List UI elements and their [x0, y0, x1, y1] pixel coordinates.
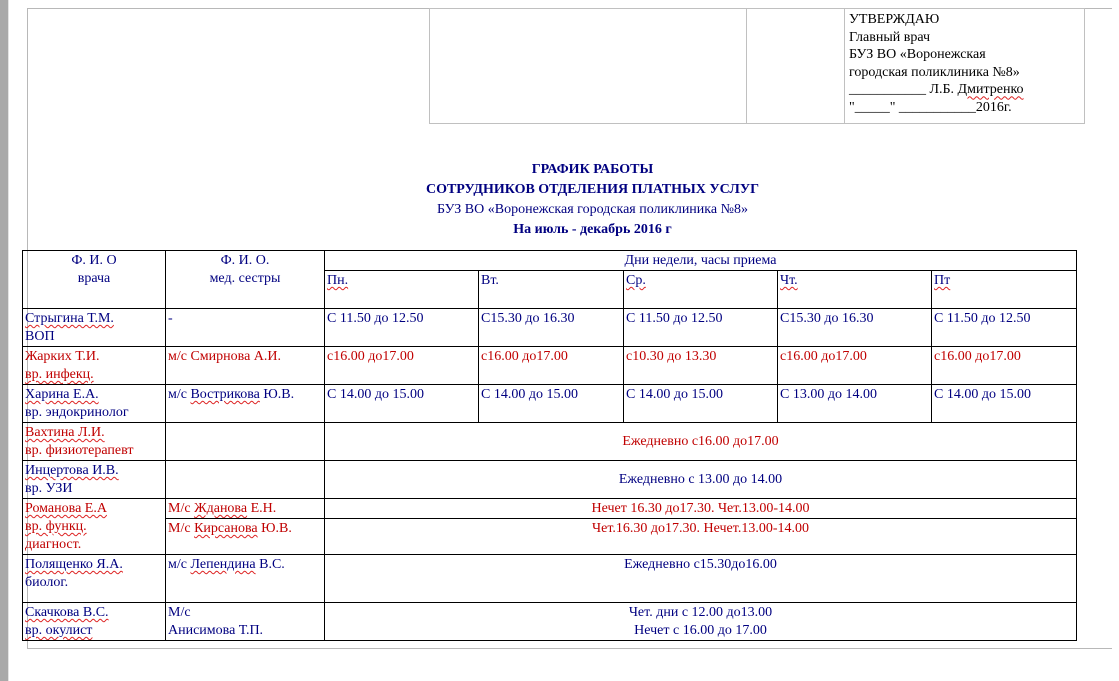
nurse-cell: - — [166, 309, 325, 347]
time-cell: С15.30 до 16.30 — [479, 309, 624, 347]
doctor-cell: Скачкова В.С. вр. окулист — [23, 603, 166, 641]
table-row — [23, 347, 1077, 385]
doctor-cell: Вахтина Л.И. вр. физиотерапевт — [23, 423, 166, 461]
schedule-merged-cell: Ежедневно с15.30до16.00 — [325, 555, 1077, 603]
time-cell: С 14.00 до 15.00 — [932, 385, 1077, 423]
nurse-cell: М/с Кирсанова Ю.В. — [166, 519, 325, 555]
schedule-table — [22, 250, 1077, 641]
schedule-merged-cell: Ежедневно с 13.00 до 14.00 — [325, 461, 1077, 499]
time-cell: С 11.50 до 12.50 — [624, 309, 778, 347]
schedule-merged-cell: Ежедневно с16.00 до17.00 — [325, 423, 1077, 461]
approval-org2: городская поликлиника №8» — [849, 64, 1020, 80]
header-day-tue: Вт. — [479, 271, 624, 309]
approval-org: БУЗ ВО «Воронежская — [849, 47, 986, 63]
header-cell-empty — [430, 9, 747, 124]
nurse-cell: м/с Вострикова Ю.В. — [166, 385, 325, 423]
time-cell: с16.00 до17.00 — [932, 347, 1077, 385]
time-cell: С 11.50 до 12.50 — [325, 309, 479, 347]
table-row — [23, 309, 1077, 347]
time-cell: С 13.00 до 14.00 — [778, 385, 932, 423]
nurse-cell — [166, 461, 325, 499]
nurse-cell: м/с Смирнова А.И. — [166, 347, 325, 385]
doctor-cell: Стрыгина Т.М. ВОП — [23, 309, 166, 347]
schedule-merged-cell: Чет.16.30 до17.30. Нечет.13.00-14.00 — [325, 519, 1077, 555]
approval-position: Главный врач — [849, 29, 931, 45]
approval-signature: ___________ Л.Б. Дмитренко — [849, 82, 1024, 98]
header-day-mon: Пн. — [325, 271, 479, 309]
time-cell: С 11.50 до 12.50 — [932, 309, 1077, 347]
nurse-cell — [166, 423, 325, 461]
table-row — [23, 423, 1077, 461]
approval-date: "_____" ___________2016г. — [849, 99, 1012, 115]
schedule-merged-cell: Чет. дни с 12.00 до13.00 Нечет с 16.00 до 17.00 — [325, 603, 1077, 641]
header-nurse: Ф. И. О. мед. сестры — [166, 251, 325, 309]
header-day-wed: Ср. — [624, 271, 778, 309]
header-cell-empty — [747, 9, 845, 124]
table-row — [23, 555, 1077, 603]
window-edge — [0, 0, 8, 681]
table-row — [23, 603, 1077, 641]
title-line-2: СОТРУДНИКОВ ОТДЕЛЕНИЯ ПЛАТНЫХ УСЛУГ — [425, 182, 760, 197]
document-title — [0, 160, 1119, 240]
title-line-3: БУЗ ВО «Воронежская городская поликлиника №8» — [437, 202, 748, 217]
time-cell: с16.00 до17.00 — [778, 347, 932, 385]
time-cell: с16.00 до17.00 — [479, 347, 624, 385]
time-cell: с16.00 до17.00 — [325, 347, 479, 385]
window-edge-shadow — [8, 0, 9, 681]
table-row — [23, 519, 1077, 555]
title-line-1: ГРАФИК РАБОТЫ — [531, 162, 654, 177]
nurse-surname: Вострикова — [190, 387, 260, 402]
header-day-fri: Пт — [932, 271, 1077, 309]
schedule-merged-cell: Нечет 16.30 до17.30. Чет.13.00-14.00 — [325, 499, 1077, 519]
header-doctor: Ф. И. О врача — [23, 251, 166, 309]
title-line-4: На июль - декабрь 2016 г — [513, 222, 672, 237]
time-cell: с10.30 до 13.30 — [624, 347, 778, 385]
time-cell: С 14.00 до 15.00 — [325, 385, 479, 423]
nurse-cell: М/с Жданова Е.Н. — [166, 499, 325, 519]
approval-title: УТВЕРЖДАЮ — [849, 12, 940, 27]
time-cell: С 14.00 до 15.00 — [624, 385, 778, 423]
table-row — [23, 385, 1077, 423]
doctor-cell: Жарких Т.И. вр. инфекц. — [23, 347, 166, 385]
table-row — [23, 499, 1077, 519]
signer-name: Дмитренко — [957, 82, 1024, 98]
approval-header — [429, 8, 1085, 124]
header-day-thu: Чт. — [778, 271, 932, 309]
doctor-cell: Харина Е.А. вр. эндокринолог — [23, 385, 166, 423]
approval-block — [845, 9, 1085, 124]
table-row — [23, 461, 1077, 499]
nurse-cell: М/с Анисимова Т.П. — [166, 603, 325, 641]
doctor-cell: Романова Е.А вр. функц. диагност. — [23, 499, 166, 555]
doctor-cell: Полященко Я.А. биолог. — [23, 555, 166, 603]
nurse-cell: м/с Лепендина В.С. — [166, 555, 325, 603]
header-days: Дни недели, часы приема — [325, 251, 1077, 271]
time-cell: С15.30 до 16.30 — [778, 309, 932, 347]
doctor-cell: Инцертова И.В. вр. УЗИ — [23, 461, 166, 499]
time-cell: С 14.00 до 15.00 — [479, 385, 624, 423]
